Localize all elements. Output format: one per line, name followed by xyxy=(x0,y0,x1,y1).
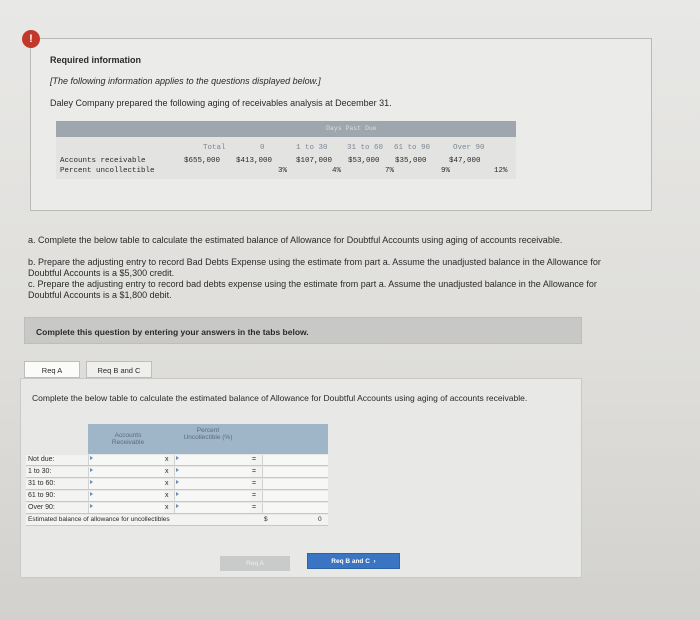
tab-req-b-and-c[interactable]: Req B and C xyxy=(86,361,152,378)
estimated-balance-label: Estimated balance of allowance for uncollectibles xyxy=(28,516,170,523)
chevron-right-icon: › xyxy=(371,558,376,565)
input-marker-icon xyxy=(176,504,179,508)
input-marker-icon xyxy=(90,504,93,508)
result-over-90[interactable] xyxy=(262,503,328,513)
row-label-61-90: 61 to 90: xyxy=(28,492,56,499)
pct-input-over-90[interactable] xyxy=(174,503,250,513)
prev-req-a-button[interactable]: Req A xyxy=(220,556,290,571)
required-information-title: Required information xyxy=(50,55,142,65)
question-c: c. Prepare the adjusting entry to record bad debts expense using the estimate from part a. Assume the unadjusted balance in the Allowance for Doubtful Accounts is a $1,800 debit. xyxy=(28,279,597,300)
next-req-b-and-c-button[interactable] xyxy=(307,553,400,569)
header-over-90: Over 90 xyxy=(453,144,485,152)
ar-current: $413,000 xyxy=(236,157,273,165)
input-marker-icon xyxy=(176,492,179,496)
ar-total: $655,000 xyxy=(184,157,221,165)
grid-header xyxy=(88,424,328,454)
header-current: 0 xyxy=(260,144,265,152)
ar-input-not-due[interactable] xyxy=(88,455,164,465)
multiply-sign: x xyxy=(165,468,169,475)
header-31-60: 31 to 60 xyxy=(347,144,384,152)
table-row xyxy=(26,479,328,490)
pct-input-not-due[interactable] xyxy=(174,455,250,465)
row-label-not-due: Not due: xyxy=(28,456,55,463)
input-marker-icon xyxy=(176,480,179,484)
pct-1-30: 4% xyxy=(332,167,342,175)
tab-req-a[interactable]: Req A xyxy=(24,361,80,378)
equals-sign: = xyxy=(252,456,257,463)
table-row xyxy=(26,455,328,466)
complete-instruction-text: Complete this question by entering your answers in the tabs below. xyxy=(36,327,309,337)
equals-sign: = xyxy=(252,480,257,487)
row-label-31-60: 31 to 60: xyxy=(28,480,56,487)
equals-sign: = xyxy=(252,504,257,511)
multiply-sign: x xyxy=(165,504,169,511)
pct-over-90: 12% xyxy=(494,167,508,175)
table-row xyxy=(26,491,328,502)
result-1-30[interactable] xyxy=(262,467,328,477)
pct-input-61-90[interactable] xyxy=(174,491,250,501)
header-total: Total xyxy=(203,144,226,152)
days-past-due-band xyxy=(56,121,516,137)
input-marker-icon xyxy=(90,456,93,460)
col-percent-uncollectible: Percent Uncollectible (%) xyxy=(183,427,233,441)
aging-intro-text: Daley Company prepared the following aging of receivables analysis at December 31. xyxy=(50,98,392,108)
header-61-90: 61 to 90 xyxy=(394,144,431,152)
table-row xyxy=(26,467,328,478)
multiply-sign: x xyxy=(165,480,169,487)
pct-input-1-30[interactable] xyxy=(174,467,250,477)
days-past-due-label: Days Past Due xyxy=(326,125,377,132)
dollar-sign: $ xyxy=(264,516,268,523)
ar-1-30: $107,000 xyxy=(296,157,333,165)
ar-input-over-90[interactable] xyxy=(88,503,164,513)
pct-31-60: 7% xyxy=(385,167,395,175)
input-marker-icon xyxy=(90,492,93,496)
row-label-accounts-receivable: Accounts receivable xyxy=(60,157,146,165)
ar-input-31-60[interactable] xyxy=(88,479,164,489)
pct-current: 3% xyxy=(278,167,288,175)
question-a: a. Complete the below table to calculate the estimated balance of Allowance for Doubtful Accounts using aging of accounts receivable. xyxy=(28,235,563,245)
input-marker-icon xyxy=(90,480,93,484)
complete-instruction-band xyxy=(24,317,582,344)
table-row xyxy=(26,503,328,514)
row-label-percent-uncollectible: Percent uncollectible xyxy=(60,167,155,175)
required-information-subtitle: [The following information applies to the questions displayed below.] xyxy=(50,76,321,86)
estimated-balance-value: 0 xyxy=(318,516,322,523)
ar-31-60: $53,000 xyxy=(348,157,380,165)
col-accounts-receivable: Accounts Receivable xyxy=(111,432,145,446)
ar-input-1-30[interactable] xyxy=(88,467,164,477)
next-button-label: Req B and C xyxy=(331,558,370,565)
row-label-over-90: Over 90: xyxy=(28,504,55,511)
equals-sign: = xyxy=(252,468,257,475)
pct-input-31-60[interactable] xyxy=(174,479,250,489)
input-marker-icon xyxy=(90,468,93,472)
ar-input-61-90[interactable] xyxy=(88,491,164,501)
result-31-60[interactable] xyxy=(262,479,328,489)
pct-61-90: 9% xyxy=(441,167,451,175)
alert-icon: ! xyxy=(22,30,40,48)
header-1-30: 1 to 30 xyxy=(296,144,328,152)
ar-61-90: $35,000 xyxy=(395,157,427,165)
result-61-90[interactable] xyxy=(262,491,328,501)
multiply-sign: x xyxy=(165,456,169,463)
input-marker-icon xyxy=(176,456,179,460)
aging-table xyxy=(56,121,516,179)
row-label-1-30: 1 to 30: xyxy=(28,468,52,475)
estimated-balance-row xyxy=(26,515,328,526)
aging-answer-grid xyxy=(26,424,328,542)
result-not-due[interactable] xyxy=(262,455,328,465)
equals-sign: = xyxy=(252,492,257,499)
ar-over-90: $47,000 xyxy=(449,157,481,165)
input-marker-icon xyxy=(176,468,179,472)
question-b: b. Prepare the adjusting entry to record Bad Debts Expense using the estimate from part a. Assume the unadjusted balance in the Allowance for Doubtful Accounts is a $5,300 credit. xyxy=(28,257,601,278)
multiply-sign: x xyxy=(165,492,169,499)
answer-instruction: Complete the below table to calculate the estimated balance of Allowance for Doubtful Accounts using aging of accounts receivable. xyxy=(32,393,528,403)
